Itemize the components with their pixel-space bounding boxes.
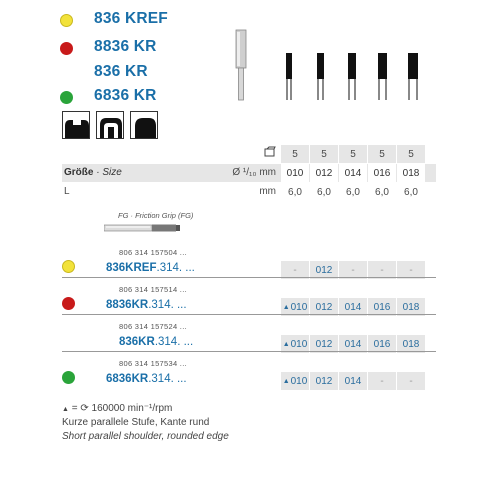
- size-cell: 012: [310, 164, 338, 182]
- yellow-dot-icon: [60, 14, 73, 27]
- order-cell[interactable]: 018: [397, 298, 425, 316]
- order-cell[interactable]: 012: [310, 298, 338, 316]
- size-row: [62, 164, 436, 182]
- order-cell[interactable]: 012: [310, 335, 338, 353]
- order-code: [106, 373, 243, 385]
- tooth-crown-icon: [96, 111, 124, 139]
- length-label: L: [64, 186, 70, 197]
- order-code-suffix: .314. ...: [148, 299, 187, 311]
- green-dot-icon: [60, 91, 73, 104]
- size-cell: 018: [397, 164, 425, 182]
- variant-name: 8836 KR: [94, 38, 157, 55]
- order-code-suffix: .314. ...: [148, 373, 187, 385]
- description-de: Kurze parallele Stufe, Kante rund: [62, 417, 210, 428]
- speed-line: [62, 402, 229, 416]
- size-cell: 014: [339, 164, 367, 182]
- order-code: [119, 336, 256, 348]
- order-cell[interactable]: 014: [339, 372, 367, 390]
- row-divider: [62, 351, 436, 352]
- length-row: [62, 183, 436, 201]
- order-code-main: 8836KR: [106, 299, 149, 311]
- pack-cell: 5: [368, 145, 396, 163]
- order-code: [106, 299, 243, 311]
- marker-icon: ▲: [282, 340, 290, 348]
- bur-side-view-icon: [236, 30, 246, 100]
- size-label-de: Größe: [64, 167, 94, 178]
- equals-sign: =: [71, 403, 81, 414]
- length-cell: 6,0: [339, 183, 367, 201]
- length-cell: 6,0: [368, 183, 396, 201]
- size-cell: 010: [281, 164, 309, 182]
- order-code-main: 836KREF: [106, 262, 157, 274]
- size-silhouette-icon: [286, 53, 292, 100]
- order-cell[interactable]: 018: [397, 335, 425, 353]
- size-label: [64, 167, 122, 178]
- order-cell[interactable]: 012: [310, 372, 338, 390]
- order-code-main: 836KR: [119, 336, 155, 348]
- reference-number: 806 314 157504 ...: [119, 248, 187, 257]
- marker-icon: ▲: [282, 303, 290, 311]
- order-cell-value: 010: [290, 375, 308, 387]
- marker-icon: ▲: [62, 406, 69, 413]
- crown-prep-shoulder-icon: [62, 111, 90, 139]
- order-cell[interactable]: -: [339, 261, 367, 279]
- pack-cell: 5: [397, 145, 425, 163]
- length-cell: 6,0: [281, 183, 309, 201]
- order-row-6836kr: [62, 351, 436, 391]
- reference-number: 806 314 157534 ...: [119, 359, 187, 368]
- order-cell[interactable]: -: [397, 261, 425, 279]
- order-cell[interactable]: 016: [368, 335, 396, 353]
- fg-bur-drawing-icon: [104, 222, 184, 234]
- size-label-en: · Size: [96, 167, 122, 178]
- variant-name: 6836 KR: [94, 87, 157, 104]
- size-silhouette-icon: [317, 53, 324, 100]
- pack-icon: [264, 146, 276, 161]
- max-speed: 160000 min⁻¹/rpm: [91, 403, 173, 414]
- pack-cell: 5: [339, 145, 367, 163]
- order-code-main: 6836KR: [106, 373, 149, 385]
- length-unit: mm: [259, 186, 276, 197]
- order-code-suffix: .314. ...: [156, 262, 195, 274]
- length-cell: 6,0: [397, 183, 425, 201]
- footer-notes: [62, 402, 229, 444]
- order-code-suffix: .314. ...: [154, 336, 194, 348]
- marker-icon: ▲: [282, 377, 290, 385]
- order-cell[interactable]: 016: [368, 298, 396, 316]
- green-dot-icon: [62, 371, 75, 384]
- order-code: [106, 262, 243, 274]
- length-cell: 6,0: [310, 183, 338, 201]
- order-row-836kref: [62, 240, 436, 280]
- pack-row: [62, 145, 436, 163]
- reference-number: 806 314 157524 ...: [119, 322, 187, 331]
- tooth-rounded-icon: [130, 111, 158, 139]
- row-divider: [62, 314, 436, 315]
- size-silhouette-icon: [408, 53, 418, 100]
- size-unit: Ø ¹/₁₀ mm: [232, 167, 276, 178]
- order-cell[interactable]: [281, 372, 309, 390]
- red-dot-icon: [60, 42, 73, 55]
- order-cell[interactable]: -: [368, 372, 396, 390]
- bur-drawings: [228, 28, 428, 108]
- order-cell[interactable]: 014: [339, 298, 367, 316]
- order-cell[interactable]: 014: [339, 335, 367, 353]
- order-cell[interactable]: -: [368, 261, 396, 279]
- order-cell-value: 010: [290, 301, 308, 313]
- rotation-icon: ⟳: [80, 403, 89, 414]
- size-silhouette-icon: [378, 53, 387, 100]
- description-en: Short parallel shoulder, rounded edge: [62, 431, 229, 442]
- pack-cell: 5: [281, 145, 309, 163]
- shank-label: FG · Friction Grip (FG): [118, 211, 194, 220]
- pack-cell: 5: [310, 145, 338, 163]
- order-row-8836kr: [62, 277, 436, 317]
- order-cell[interactable]: -: [397, 372, 425, 390]
- reference-number: 806 314 157514 ...: [119, 285, 187, 294]
- size-silhouette-icon: [348, 53, 356, 100]
- red-dot-icon: [62, 297, 75, 310]
- order-cell[interactable]: -: [281, 261, 309, 279]
- order-cell-value: 010: [290, 338, 308, 350]
- variant-name: 836 KR: [94, 63, 148, 80]
- row-divider: [62, 277, 436, 278]
- order-cell[interactable]: 012: [310, 261, 338, 279]
- variant-name: 836 KREF: [94, 10, 168, 27]
- size-cell: 016: [368, 164, 396, 182]
- indication-icons: [62, 111, 158, 139]
- yellow-dot-icon: [62, 260, 75, 273]
- order-row-836kr: [62, 314, 436, 354]
